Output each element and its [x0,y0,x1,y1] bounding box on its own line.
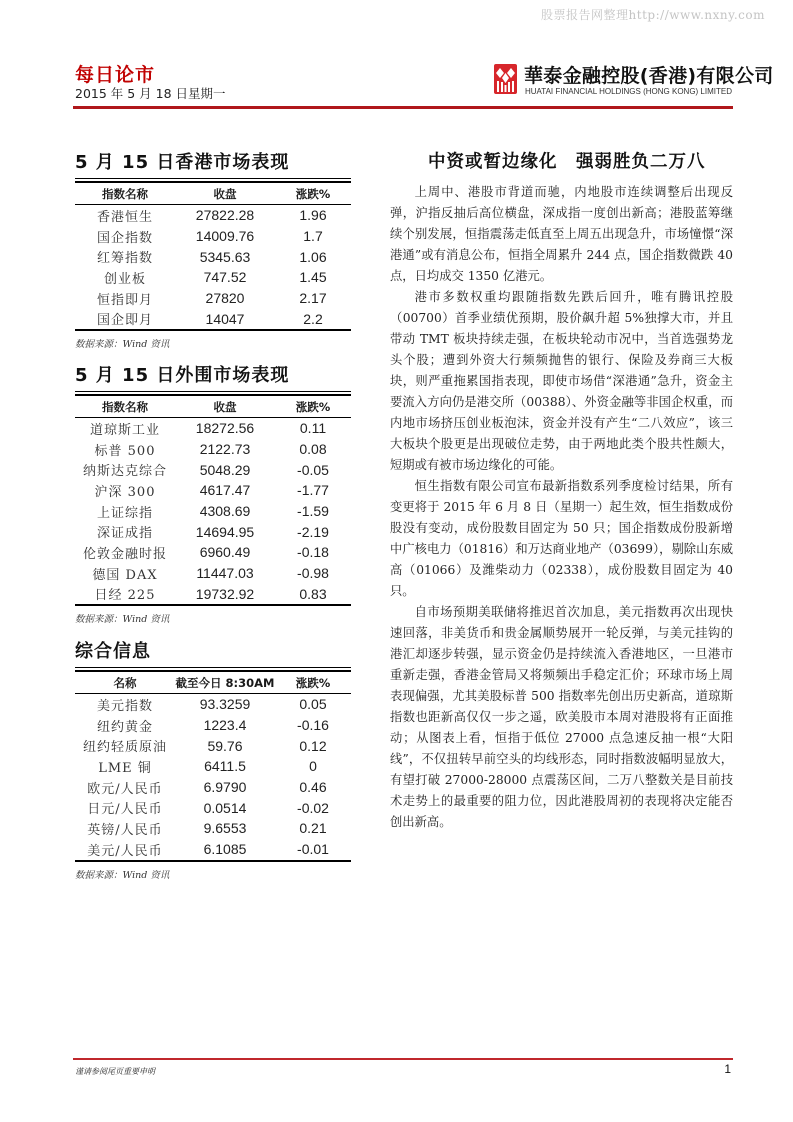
change-pct-cell: 0.12 [299,737,327,754]
close-value-cell: 747.52 [203,269,247,286]
page-number: 1 [724,1062,731,1076]
table-row [75,246,351,267]
article-title: 中资或暂边缘化 强弱胜负二万八 [428,152,706,172]
column-header: 收盘 [175,183,275,205]
change-pct-cell: 2.2 [303,310,323,327]
data-source-note: 数据来源：Wind 资讯 [75,339,170,351]
close-value-cell: 6411.5 [204,758,246,775]
index-name-cell: 欧元/人民币 [87,781,163,797]
change-pct-cell: 2.17 [299,290,327,307]
table-row [75,584,351,605]
article-body [390,182,733,833]
index-name-cell: 纳斯达克综合 [82,464,167,480]
table-row [75,501,351,522]
change-pct-cell: 0.11 [299,420,327,437]
table-row [75,735,351,756]
article-paragraph: 上周中、港股市背道而驰，内地股市连续调整后出现反弹，沪指反抽后高位横盘，深成指一度创出新高；港股蓝筹继续个别发展，恒指震荡走低直至上周五出现急升，市场憧憬“深港通”或有消息公布，恒指全周累升 244 点，国企指数微跌 40 点，日均成交 1350 亿港元。 [390,185,733,283]
table-row [75,777,351,798]
table-row [75,563,351,584]
hk-market-title: 5 月 15 日香港市场表现 [75,152,290,173]
table-header-row [75,396,351,418]
table-row [75,756,351,777]
index-name-cell: 日经 225 [94,588,156,604]
column-header: 指数名称 [75,183,175,205]
close-value-cell: 5345.63 [199,248,251,265]
index-name-cell: LME 铜 [98,760,152,776]
close-value-cell: 14047 [205,310,245,327]
close-value-cell: 27822.28 [195,207,255,224]
table-header-row [75,183,351,205]
table-row [75,226,351,247]
watermark: 股票报告网整理http://www.nxny.com [541,8,765,22]
change-pct-cell: 0.21 [299,820,327,837]
index-name-cell: 纽约轻质原油 [82,740,167,756]
index-name-cell: 标普 500 [94,443,156,459]
global-market-title: 5 月 15 日外围市场表现 [75,365,290,386]
table-row [75,267,351,288]
general-info-table [75,667,351,881]
report-title: 每日论市 [75,64,156,86]
close-value-cell: 0.0514 [203,799,247,816]
table-row [75,715,351,736]
column-header: 涨跌% [275,672,351,694]
change-pct-cell: -2.19 [297,523,329,540]
table-row [75,288,351,309]
table-header-row [75,672,351,694]
close-value-cell: 4308.69 [199,503,251,520]
change-pct-cell: -0.05 [297,461,329,478]
table-row [75,818,351,839]
index-name-cell: 国企指数 [96,230,153,246]
index-name-cell: 沪深 300 [94,484,156,500]
index-name-cell: 美元/人民币 [87,843,163,859]
change-pct-cell: -0.98 [297,565,329,582]
change-pct-cell: 1.45 [299,269,327,286]
index-name-cell: 纽约黄金 [96,719,153,735]
close-value-cell: 18272.56 [195,420,255,437]
column-header: 截至今日 8:30AM [175,672,275,694]
index-name-cell: 道琼斯工业 [89,422,160,438]
report-date: 2015 年 5 月 18 日星期一 [75,86,226,101]
close-value-cell: 6960.49 [199,544,251,561]
data-source-note: 数据来源：Wind 资讯 [75,614,170,626]
close-value-cell: 9.6553 [203,820,247,837]
footer-divider [73,1058,733,1060]
change-pct-cell: 1.96 [299,207,327,224]
company-logo [494,63,774,99]
index-name-cell: 上证综指 [96,505,153,521]
column-header: 涨跌% [275,396,351,418]
hk-market-table [75,178,351,350]
close-value-cell: 11447.03 [196,565,254,582]
change-pct-cell: 0.83 [299,585,327,602]
index-name-cell: 英镑/人民币 [87,822,163,838]
huatai-logo-icon [494,64,517,94]
close-value-cell: 4617.47 [199,482,251,499]
header-divider [73,106,733,109]
table-row [75,205,351,226]
change-pct-cell: 1.06 [299,248,327,265]
data-source-note: 数据来源：Wind 资讯 [75,869,170,881]
index-name-cell: 日元/人民币 [87,802,163,818]
global-market-table [75,391,351,625]
table-row [75,694,351,715]
general-info-title: 综合信息 [75,641,151,662]
close-value-cell: 59.76 [207,737,243,754]
index-name-cell: 伦敦金融时报 [82,546,167,562]
table-row [75,308,351,329]
close-value-cell: 27820 [205,290,245,307]
index-name-cell: 恒指即月 [96,292,153,308]
change-pct-cell: -1.77 [297,482,329,499]
index-name-cell: 创业板 [103,271,146,287]
column-header: 收盘 [175,396,275,418]
change-pct-cell: -0.01 [297,841,329,858]
index-name-cell: 红筹指数 [96,251,153,267]
table-row [75,797,351,818]
index-name-cell: 深证成指 [96,526,153,542]
change-pct-cell: 0.08 [299,441,327,458]
close-value-cell: 14694.95 [195,523,255,540]
table-row [75,439,351,460]
close-value-cell: 6.9790 [203,779,247,796]
table-row [75,521,351,542]
close-value-cell: 19732.92 [195,585,255,602]
close-value-cell: 2122.73 [199,441,251,458]
close-value-cell: 1223.4 [203,717,247,734]
company-name-cn: 華泰金融控股(香港)有限公司 [524,65,774,87]
article-paragraph: 恒生指数有限公司宣布最新指数系列季度检讨结果，所有变更将于 2015 年 6 月 8 日（星期一）起生效，恒生指数成份股没有变动，成份股数目固定为 50 只；国企指数成份股新增中广核电力（01816）和万达商业地产（03699），剔除山东威高（01066）及潍柴动力（02338），成份股数目固定为 40 只。 [390,479,733,598]
column-header: 涨跌% [275,183,351,205]
change-pct-cell: -0.18 [297,544,329,561]
index-name-cell: 德国 DAX [92,567,158,583]
index-name-cell: 国企即月 [96,313,153,329]
close-value-cell: 5048.29 [199,461,251,478]
index-name-cell: 美元指数 [96,698,153,714]
column-header: 名称 [75,672,175,694]
close-value-cell: 93.3259 [199,696,251,713]
company-name-en: HUATAI FINANCIAL HOLDINGS (HONG KONG) LIMITED [525,87,732,96]
table-row [75,542,351,563]
disclaimer-note: 谨请参阅尾页重要申明 [75,1067,155,1076]
close-value-cell: 6.1085 [203,841,247,858]
article-paragraph: 自市场预期美联储将推迟首次加息，美元指数再次出现快速回落，非美货币和贵金属顺势展开一轮反弹，与美元挂钩的港汇却逐步转强，显示资金仍是持续流入香港地区，一旦港市重新走强，香港金管局又将频频出手稳定汇价；环球市场上周表现偏强，尤其美股标普 500 指数率先创出历史新高，道琼斯指数也距新高仅仅一步之遥，欧美股市本周对港股将有正面推动；从图表上看，恒指于低位 27000 点急速反抽一根“大阳线”，不仅扭转早前空头的均线形态，同时指数波幅明显放大，有望打破 27000-28000 点震荡区间，二万八整数关是目前技术走势上的最重要的阻力位，因此港股周初的表现将决定能否创出新高。 [390,605,733,829]
close-value-cell: 14009.76 [195,228,255,245]
change-pct-cell: 0 [309,758,317,775]
table-row [75,839,351,860]
article-paragraph: 港市多数权重均跟随指数先跌后回升，唯有腾讯控股（00700）首季业绩优预期，股价飙升超 5%独撑大市，并且带动 TMT 板块持续走强，在板块轮动市况中，当首选强势龙头个股；遭到外资大行频频抛售的银行、保险及券商三大板块，则严重拖累国指表现，即使市场借“深港通”急升，资金主要流入方向仍是港交所（00388）、外资金融等非国企权重，而内地市场挤压创业板泡沫，资金并没有产生“二八效应”，该三大板块个股更是出现破位走势，由于两地此类个股共性颇大，短期或有被市场边缘化的可能。 [390,290,733,472]
change-pct-cell: -0.16 [297,717,329,734]
column-header: 指数名称 [75,396,175,418]
change-pct-cell: -1.59 [297,503,329,520]
table-row [75,418,351,439]
change-pct-cell: 1.7 [303,228,323,245]
change-pct-cell: -0.02 [297,799,329,816]
index-name-cell: 香港恒生 [96,209,153,225]
change-pct-cell: 0.46 [299,779,327,796]
table-row [75,480,351,501]
change-pct-cell: 0.05 [299,696,327,713]
table-row [75,459,351,480]
